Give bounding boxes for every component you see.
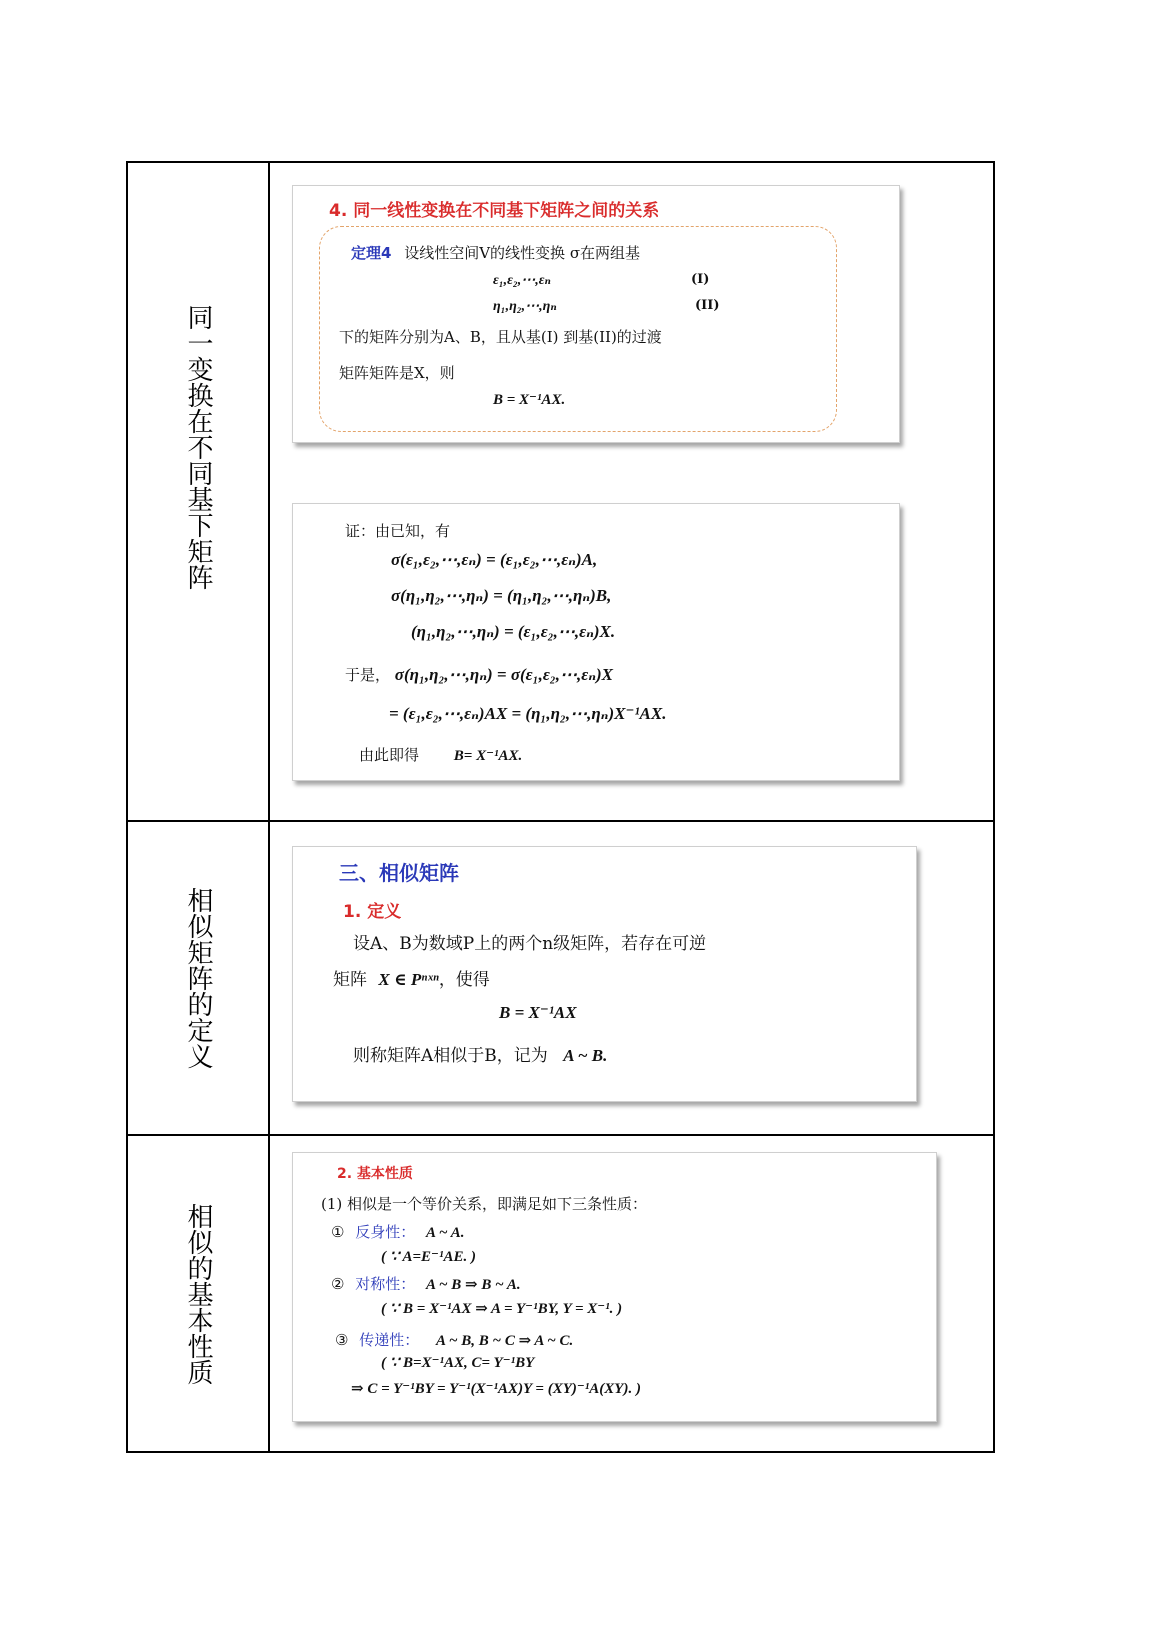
property-symmetric (331, 1273, 521, 1294)
row-content-cell (270, 822, 993, 1134)
proof-eq-5: = (ε₁,ε₂,⋯,εₙ)AX = (η₁,η₂,⋯,ηₙ)X⁻¹AX. (389, 704, 667, 723)
property-number: ③ (335, 1331, 349, 1349)
basis-one: ε₁,ε₂,⋯,εₙ (493, 273, 551, 288)
property-name: 反身性： (355, 1223, 416, 1241)
table-row (128, 1136, 993, 1451)
proof-intro: 证：由已知，有 (345, 522, 451, 540)
property-name: 对称性： (355, 1275, 416, 1293)
definition-line-2-prefix: 矩阵 (333, 970, 367, 990)
definition-formula: B = X⁻¹AX (499, 1003, 577, 1022)
definition-line-3-prefix: 则称矩阵A相似于B，记为 (353, 1046, 548, 1066)
theorem-formula: B = X⁻¹AX. (493, 392, 566, 408)
theorem-line-4: 矩阵矩阵是X，则 (339, 364, 455, 382)
property-reason: ( ∵ B = X⁻¹AX ⇒ A = Y⁻¹BY, Y = X⁻¹. ) (381, 1301, 623, 1317)
proof-eq-4: σ(η₁,η₂,⋯,ηₙ) = σ(ε₁,ε₂,⋯,εₙ)X (394, 665, 613, 684)
proof-eq-1: σ(ε₁,ε₂,⋯,εₙ) = (ε₁,ε₂,⋯,εₙ)A, (391, 550, 598, 569)
proof-conclusion-prefix: 由此即得 (359, 746, 420, 764)
slide-title: 4. 同一线性变换在不同基下矩阵之间的关系 (329, 201, 660, 221)
basis-two-tag: (II) (695, 298, 720, 313)
row-label-cell (128, 1136, 270, 1451)
property-reason: ( ∵ A=E⁻¹AE. ) (381, 1249, 476, 1265)
property-reflexive (331, 1221, 464, 1242)
theorem-line (351, 242, 640, 263)
theorem-line-3: 下的矩阵分别为A、B，且从基(I) 到基(II)的过渡 (339, 328, 662, 346)
definition-line-3-math: A ~ B. (563, 1046, 608, 1065)
content-table (126, 161, 995, 1453)
property-final: ⇒ C = Y⁻¹BY = Y⁻¹(X⁻¹AX)Y = (XY)⁻¹A(XY). ) (351, 1381, 641, 1397)
row-label: 相似矩阵的定义 (183, 887, 213, 1069)
property-math: A ~ B ⇒ B ~ A. (426, 1277, 521, 1293)
row-label-cell (128, 822, 270, 1134)
properties-intro-text: (1) 相似是一个等价关系，即满足如下三条性质： (321, 1195, 648, 1213)
table-row (128, 163, 993, 822)
property-math: A ~ B, B ~ C ⇒ A ~ C. (436, 1333, 574, 1349)
section-title: 三、相似矩阵 (339, 861, 459, 885)
property-reason: ( ∵ B=X⁻¹AX, C= Y⁻¹BY (381, 1355, 535, 1371)
basis-two: η₁,η₂,⋯,ηₙ (493, 299, 557, 314)
property-transitive (335, 1329, 573, 1350)
proof-eq-3: (η₁,η₂,⋯,ηₙ) = (ε₁,ε₂,⋯,εₙ)X. (411, 622, 616, 641)
proof-conclusion: B= X⁻¹AX. (453, 748, 523, 764)
row-label: 同一变换在不同基下矩阵 (183, 303, 213, 590)
definition-line-3 (353, 1041, 607, 1066)
theorem-label: 定理4 (351, 244, 392, 262)
proof-eq-4-prefix: 于是， (345, 666, 391, 684)
row-content-cell (270, 163, 993, 820)
property-name: 传递性： (359, 1331, 420, 1349)
theorem-slide (292, 185, 900, 443)
subsection-title: 2. 基本性质 (337, 1166, 413, 1182)
property-number: ① (331, 1223, 345, 1241)
definition-line-2 (333, 965, 490, 990)
definition-line-1: 设A、B为数域P上的两个n级矩阵，若存在可逆 (353, 934, 707, 954)
row-label-cell (128, 163, 270, 820)
table-row (128, 822, 993, 1136)
basis-one-tag: (I) (691, 272, 710, 287)
property-number: ② (331, 1275, 345, 1293)
properties-slide (292, 1152, 937, 1422)
proof-conclusion-line (359, 744, 522, 765)
definition-slide (292, 846, 917, 1102)
row-label: 相似的基本性质 (183, 1202, 213, 1385)
properties-intro (321, 1193, 647, 1214)
row-content-cell (270, 1136, 993, 1451)
proof-slide (292, 503, 900, 781)
definition-line-2-math: X ∈ Pⁿˣⁿ (378, 970, 439, 989)
proof-eq-2: σ(η₁,η₂,⋯,ηₙ) = (η₁,η₂,⋯,ηₙ)B, (391, 586, 612, 605)
proof-eq-4-line (345, 664, 613, 685)
definition-line-2-suffix: ，使得 (438, 970, 490, 990)
subsection-title: 1. 定义 (343, 902, 402, 922)
property-math: A ~ A. (426, 1225, 465, 1241)
theorem-text: 设线性空间V的线性变换 σ在两组基 (404, 244, 641, 262)
